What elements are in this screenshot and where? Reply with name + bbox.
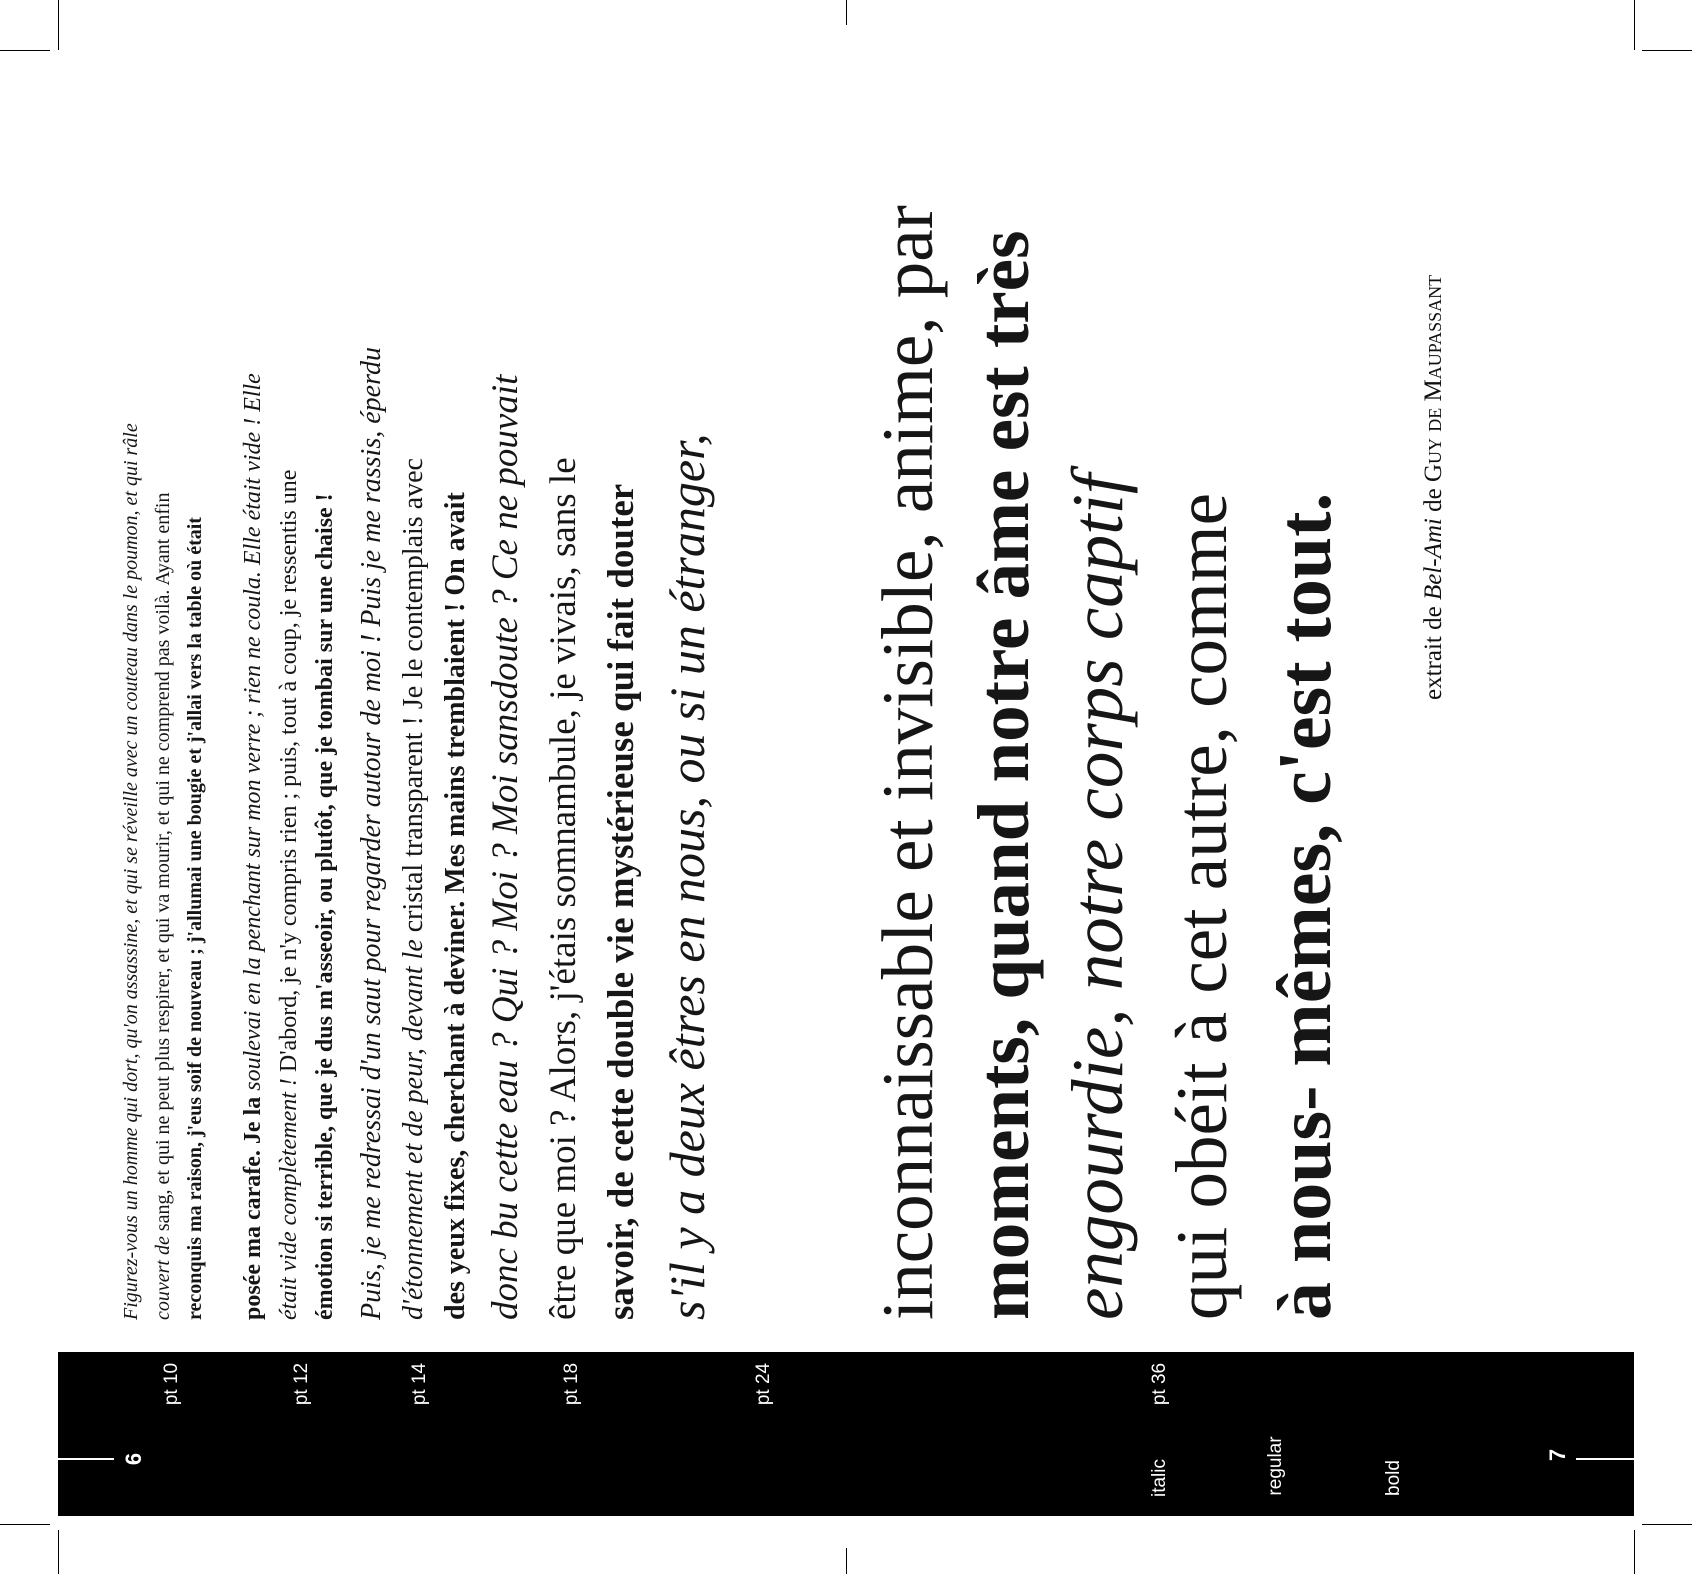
size-label-pt10: pt 10 [161, 1362, 182, 1406]
crop-mark [58, 1530, 59, 1574]
crop-mark [846, 0, 847, 25]
pt10-line-3: reconquis ma raison, j'eus soif de nouveau ; j'allumai une bougie et j'allai vers la table où était [184, 517, 206, 1320]
style-label-italic: italic [1149, 1458, 1170, 1498]
pt24-line-1: s'il y a deux êtres en nous, ou si un étranger, [659, 433, 715, 1320]
pt18-line-2: être que moi ? Alors, j'étais somnambule, je vivais, sans le [543, 457, 584, 1320]
pt36-line-2: moments, quand notre âme est très [963, 230, 1044, 1320]
page-number-right: 7 [1545, 1448, 1570, 1462]
pt36-line-4: qui obéit à cet autre, comme [1161, 493, 1242, 1320]
pt12-line-3: émotion si terrible, que je dus m'asseoir, ou plutôt, que je tombai sur une chaise ! [312, 493, 338, 1320]
size-label-pt14: pt 14 [409, 1362, 430, 1406]
size-label-pt18: pt 18 [561, 1362, 582, 1406]
size-label-pt24: pt 24 [753, 1362, 774, 1406]
pt10-line-2: couvert de sang, et qui ne peut plus respirer, et qui va mourir, et qui ne comprend pas voilà. Ayant enfin [152, 492, 174, 1320]
crop-mark [0, 1524, 50, 1525]
pt18-line-3: savoir, de cette double vie mystérieuse qui fait douter [601, 483, 642, 1320]
pt12-line-2: était vide complètement ! D'abord, je n'y compris rien ; puis, tout à coup, je ressentis une [276, 469, 302, 1320]
pt12-line-1: posée ma carafe. Je la soulevai en la penchant sur mon verre ; rien ne coula. Elle était vide ! Elle [240, 373, 266, 1320]
pt10-line-1: Figurez-vous un homme qui dort, qu'on assassine, et qui se réveille avec un couteau dans le poumon, et qui râle [120, 423, 142, 1320]
pt36-line-5: à nous- mêmes, c'est tout. [1263, 492, 1347, 1320]
pt14-line-3: des yeux fixes, cherchant à deviner. Mes mains tremblaient ! On avait [440, 492, 471, 1320]
crop-mark [58, 0, 59, 50]
specimen-band [58, 1352, 1634, 1516]
source-credit: extrait de Bel-Ami de Guy de Maupassant [1420, 274, 1447, 700]
pt36-line-3: engourdie, notre corps captif [1057, 473, 1138, 1320]
crop-mark [1634, 1530, 1635, 1574]
pt14-line-2: d'étonnement et de peur, devant le cristal transparent ! Je le contemplais avec [398, 458, 429, 1320]
crop-mark [846, 1548, 847, 1574]
style-label-bold: bold [1383, 1460, 1404, 1496]
pt14-line-1: Puis, je me redressai d'un saut pour regarder autour de moi ! Puis je me rassis, éperdu [356, 347, 387, 1320]
crop-mark [1634, 0, 1635, 50]
page-number-left: 6 [121, 1452, 146, 1466]
size-label-pt36: pt 36 [1149, 1362, 1170, 1406]
pt36-line-1: inconnaissable et invisible, anime, par [867, 205, 948, 1320]
crop-mark [1642, 1524, 1692, 1525]
pt18-line-1: donc bu cette eau ? Qui ? Moi ? Moi sansdoute ? Ce ne pouvait [485, 374, 526, 1320]
specimen-text-block [100, 90, 1630, 1320]
page-number-rule [1576, 1458, 1634, 1460]
page-number-rule [58, 1458, 114, 1460]
crop-mark [1642, 50, 1692, 51]
crop-mark [0, 50, 50, 51]
size-label-pt12: pt 12 [291, 1362, 312, 1406]
style-label-regular: regular [1265, 1436, 1286, 1496]
